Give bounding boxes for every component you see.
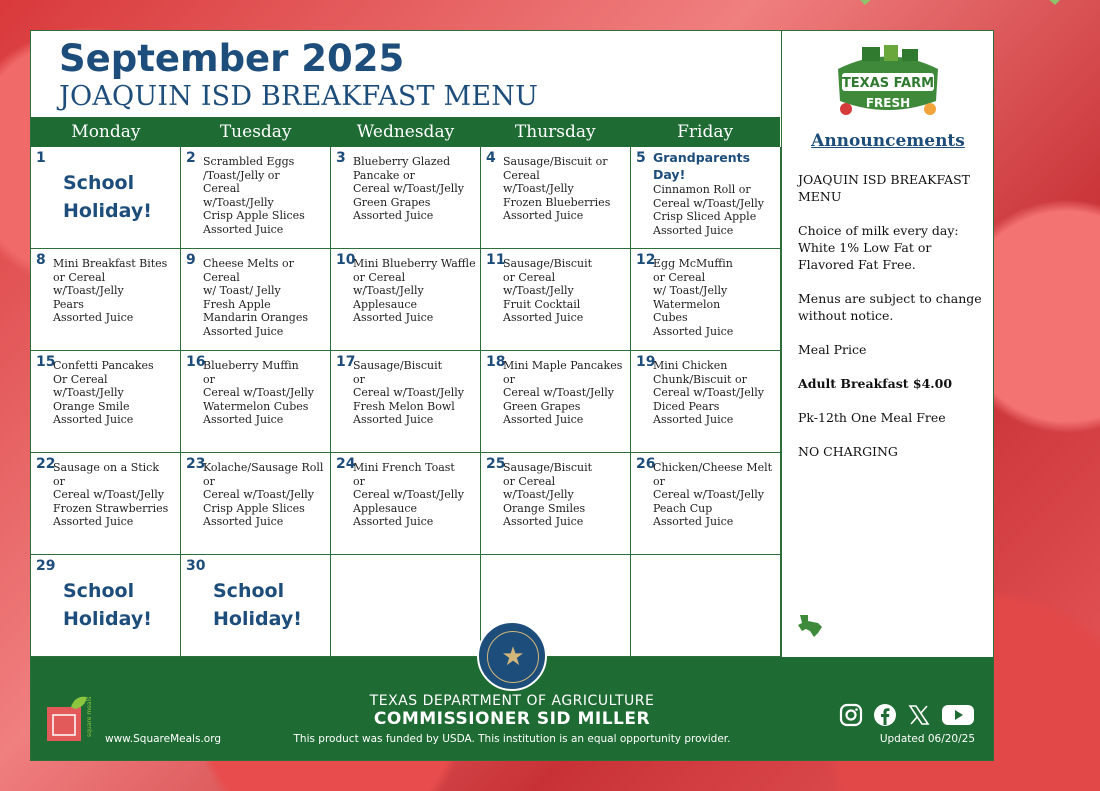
announcement-line: Choice of milk every day: White 1% Low Fat or Flavored Fat Free.: [798, 223, 959, 272]
menu-items: [53, 461, 177, 529]
menu-items: [53, 257, 177, 325]
menu-items: [653, 359, 777, 427]
day-number: 30: [186, 558, 206, 574]
menu-items: [53, 359, 177, 427]
instagram-icon[interactable]: [839, 703, 863, 727]
menu-text: Mini French Toast or Cereal w/Toast/Jelly Applesauce Assorted Juice: [353, 461, 464, 528]
day-number: 22: [36, 456, 56, 472]
special-day-label: Grandparents Day!: [653, 150, 751, 182]
announcement-line: JOAQUIN ISD BREAKFAST MENU: [798, 172, 971, 204]
calendar-day-cell: [181, 453, 331, 555]
calendar-day-cell: [181, 249, 331, 351]
announcement-line: [798, 273, 988, 290]
adult-breakfast-price: Adult Breakfast $4.00: [798, 376, 953, 391]
no-charging-note: NO CHARGING: [798, 444, 898, 459]
menu-items: [503, 359, 627, 427]
logo-text-top: TEXAS FARM: [841, 76, 935, 91]
day-number: 10: [336, 252, 356, 268]
weekday-thursday: Thursday: [514, 122, 596, 142]
calendar-day-cell: [181, 351, 331, 453]
page-header: [31, 31, 780, 117]
announcement-line: [798, 205, 988, 222]
announcements-body: [798, 154, 988, 477]
menu-items: [653, 257, 777, 338]
announcement-line: Menus are subject to change without notice.: [798, 291, 982, 323]
menu-text: Blueberry Glazed Pancake or Cereal w/Toast/Jelly Green Grapes Assorted Juice: [353, 155, 464, 222]
weekday-header: [31, 117, 780, 147]
day-number: 3: [336, 150, 346, 166]
day-number: 1: [36, 150, 46, 166]
day-number: 17: [336, 354, 356, 370]
menu-text: Cheese Melts or Cereal w/ Toast/ Jelly Fresh Apple Mandarin Oranges Assorted Juice: [203, 257, 308, 338]
holiday-label: School Holiday!: [63, 172, 152, 222]
calendar-day-cell: [481, 453, 631, 555]
texas-icon: [796, 611, 824, 639]
day-number: 9: [186, 252, 196, 268]
menu-items: [353, 359, 477, 427]
menu-text: Chicken/Cheese Melt or Cereal w/Toast/Jelly Peach Cup Assorted Juice: [653, 461, 773, 528]
footer: [31, 642, 993, 760]
menu-text: Mini Chicken Chunk/Biscuit or Cereal w/Toast/Jelly Diced Pears Assorted Juice: [653, 359, 764, 426]
day-number: 12: [636, 252, 656, 268]
calendar-day-cell: [331, 249, 481, 351]
menu-text: Mini Maple Pancakes or Cereal w/Toast/Jelly Green Grapes Assorted Juice: [503, 359, 623, 426]
calendar-day-cell: [631, 249, 781, 351]
day-number: 11: [486, 252, 506, 268]
menu-items: [203, 257, 327, 338]
calendar-day-cell: [481, 249, 631, 351]
menu-items: [353, 461, 477, 529]
website-link[interactable]: www.SquareMeals.org: [105, 733, 222, 745]
menu-subtitle: JOAQUIN ISD BREAKFAST MENU: [59, 81, 539, 112]
menu-text: Scrambled Eggs /Toast/Jelly or Cereal w/Toast/Jelly Crisp Apple Slices Assorted Juice: [203, 155, 305, 236]
calendar-day-cell: [331, 555, 481, 657]
calendar-day-cell: [331, 351, 481, 453]
calendar-day-cell: [481, 351, 631, 453]
menu-items: [353, 257, 477, 325]
menu-page: [30, 30, 994, 761]
menu-items: [653, 149, 777, 237]
menu-text: Sausage on a Stick or Cereal w/Toast/Jelly Frozen Strawberries Assorted Juice: [53, 461, 169, 528]
menu-text: Egg McMuffin or Cereal w/ Toast/Jelly Watermelon Cubes Assorted Juice: [653, 257, 734, 338]
holiday-label: School Holiday!: [63, 580, 152, 630]
square-meals-wordmark: square meals: [86, 696, 93, 737]
menu-text: Cinnamon Roll or Cereal w/Toast/Jelly Crisp Sliced Apple Assorted Juice: [653, 183, 764, 237]
day-number: 15: [36, 354, 56, 370]
calendar-day-cell: [331, 453, 481, 555]
social-links: [839, 703, 975, 727]
calendar-day-cell: [31, 147, 181, 249]
logo-text-bottom: FRESH: [865, 96, 911, 110]
menu-items: [503, 461, 627, 529]
calendar-day-cell: [631, 147, 781, 249]
day-number: 4: [486, 150, 496, 166]
weekday-wednesday: Wednesday: [356, 122, 455, 142]
day-number: 19: [636, 354, 656, 370]
student-meal-note: Pk-12th One Meal Free: [798, 410, 946, 425]
menu-items: [503, 155, 627, 223]
tda-seal: ★: [477, 621, 547, 691]
day-number: 26: [636, 456, 656, 472]
x-icon[interactable]: [907, 703, 931, 727]
calendar-day-cell: [31, 249, 181, 351]
usda-disclaimer: This product was funded by USDA. This institution is an equal opportunity provider.: [293, 733, 731, 745]
calendar-day-cell: [181, 555, 331, 657]
day-number: 24: [336, 456, 356, 472]
facebook-icon[interactable]: [873, 703, 897, 727]
weekday-tuesday: Tuesday: [219, 122, 292, 142]
announcements-sidebar: [781, 31, 994, 657]
calendar-day-cell: [31, 351, 181, 453]
day-number: 25: [486, 456, 506, 472]
weekday-friday: Friday: [677, 122, 734, 142]
menu-text: Sausage/Biscuit or Cereal w/Toast/Jelly Fresh Melon Bowl Assorted Juice: [353, 359, 464, 426]
day-number: 2: [186, 150, 196, 166]
commissioner-name: COMMISSIONER SID MILLER: [373, 709, 651, 729]
calendar-day-cell: [31, 453, 181, 555]
menu-text: Sausage/Biscuit or Cereal w/Toast/Jelly Orange Smiles Assorted Juice: [503, 461, 593, 528]
weekday-monday: Monday: [71, 122, 141, 142]
calendar-day-cell: [481, 147, 631, 249]
calendar-day-cell: [181, 147, 331, 249]
menu-items: [353, 155, 477, 223]
agency-name: TEXAS DEPARTMENT OF AGRICULTURE: [369, 693, 655, 709]
menu-text: Confetti Pancakes Or Cereal w/Toast/Jelly Orange Smile Assorted Juice: [53, 359, 154, 426]
day-number: 18: [486, 354, 506, 370]
announcement-line: [798, 324, 988, 341]
calendar-day-cell: [631, 453, 781, 555]
updated-date: Updated 06/20/25: [879, 733, 975, 745]
calendar-day-cell: [331, 147, 481, 249]
menu-items: [203, 359, 327, 427]
day-number: 23: [186, 456, 206, 472]
calendar-day-cell: [631, 351, 781, 453]
holiday-label: School Holiday!: [213, 580, 302, 630]
menu-text: Blueberry Muffin or Cereal w/Toast/Jelly Watermelon Cubes Assorted Juice: [203, 359, 314, 426]
day-number: 5: [636, 150, 646, 166]
menu-text: Mini Blueberry Waffle or Cereal w/Toast/Jelly Applesauce Assorted Juice: [353, 257, 476, 324]
day-number: 16: [186, 354, 206, 370]
announcement-line: Meal Price: [798, 342, 867, 357]
menu-items: [203, 461, 327, 529]
announcements-title: Announcements: [811, 131, 965, 151]
menu-text: Sausage/Biscuit or Cereal w/Toast/Jelly Fruit Cocktail Assorted Juice: [503, 257, 593, 324]
menu-text: Kolache/Sausage Roll or Cereal w/Toast/Jelly Crisp Apple Slices Assorted Juice: [203, 461, 324, 528]
texas-farm-fresh-logo: [828, 39, 948, 123]
menu-items: [203, 155, 327, 236]
menu-items: [653, 461, 777, 529]
menu-text: Sausage/Biscuit or Cereal w/Toast/Jelly Frozen Blueberries Assorted Juice: [503, 155, 611, 222]
month-title: September 2025: [59, 37, 405, 80]
menu-items: [503, 257, 627, 325]
calendar-day-cell: [631, 555, 781, 657]
day-number: 8: [36, 252, 46, 268]
calendar-day-cell: [31, 555, 181, 657]
youtube-icon[interactable]: [941, 703, 975, 727]
day-number: 29: [36, 558, 56, 574]
menu-text: Mini Breakfast Bites or Cereal w/Toast/Jelly Pears Assorted Juice: [53, 257, 168, 324]
